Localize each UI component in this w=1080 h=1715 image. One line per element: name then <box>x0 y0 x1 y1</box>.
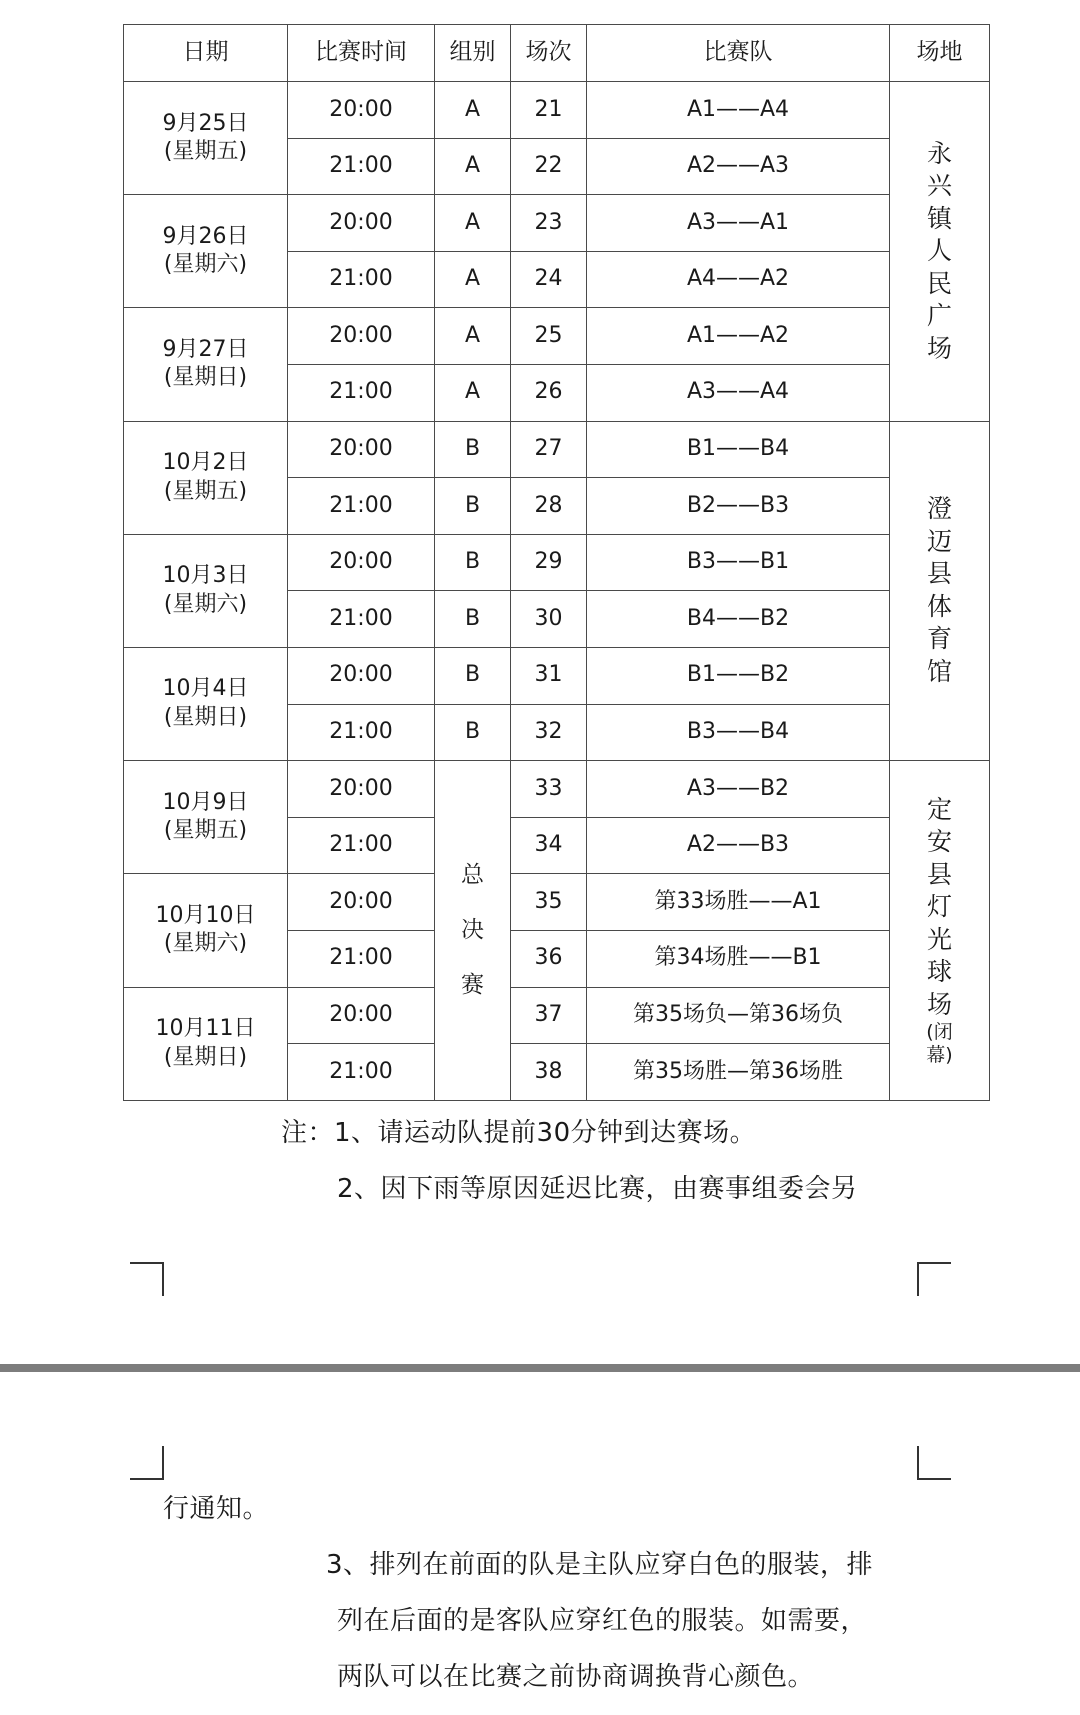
match-weekday: (星期日) <box>163 705 248 731</box>
match-number: 26 <box>511 364 587 421</box>
match-time: 21:00 <box>288 478 435 535</box>
venue-char: 迈 <box>926 526 952 556</box>
match-date: 10月3日 <box>162 563 249 589</box>
table-row <box>124 308 990 365</box>
match-number: 23 <box>511 195 587 252</box>
header-date: 日期 <box>124 25 288 82</box>
venue-char: 育 <box>926 624 952 654</box>
match-date: 10月4日 <box>162 676 249 702</box>
match-weekday: (星期日) <box>163 365 248 391</box>
match-number: 28 <box>511 478 587 535</box>
match-group: A <box>435 138 511 195</box>
table-row <box>124 421 990 478</box>
table-row <box>124 195 990 252</box>
date-cell <box>124 761 288 874</box>
venue-char: 场 <box>926 333 952 363</box>
match-group: B <box>435 647 511 704</box>
venue-char: 澄 <box>926 494 952 524</box>
match-time: 20:00 <box>288 647 435 704</box>
note-3-line-1: 3、排列在前面的队是主队应穿白色的服装，排 <box>326 1550 874 1580</box>
match-group: B <box>435 534 511 591</box>
date-cell <box>124 421 288 534</box>
date-cell <box>124 534 288 647</box>
match-time: 20:00 <box>288 195 435 252</box>
venue-char: 镇 <box>926 203 952 233</box>
venue-char: 场 <box>926 989 952 1019</box>
match-number: 24 <box>511 251 587 308</box>
match-teams: 第34场胜——B1 <box>587 930 890 987</box>
note-3-line-2: 列在后面的是客队应穿红色的服装。如需要， <box>337 1606 868 1636</box>
crop-mark-bottom-left <box>130 1446 164 1480</box>
venue-char: 定 <box>926 794 952 824</box>
header-group: 组别 <box>435 25 511 82</box>
venue-cell <box>890 82 990 422</box>
match-teams: 第35场胜—第36场胜 <box>587 1044 890 1101</box>
match-teams: A3——A1 <box>587 195 890 252</box>
venue-char: 广 <box>926 301 952 331</box>
match-teams: B3——B1 <box>587 534 890 591</box>
match-teams: B3——B4 <box>587 704 890 761</box>
match-weekday: (星期五) <box>163 818 248 844</box>
match-group: B <box>435 421 511 478</box>
venue-char: 永 <box>926 138 952 168</box>
match-teams: B1——B2 <box>587 647 890 704</box>
match-weekday: (星期六) <box>163 252 248 278</box>
match-teams: B2——B3 <box>587 478 890 535</box>
final-group-char: 赛 <box>461 972 484 998</box>
match-time: 20:00 <box>288 534 435 591</box>
match-date: 10月2日 <box>162 450 249 476</box>
table-row <box>124 647 990 704</box>
header-time: 比赛时间 <box>288 25 435 82</box>
match-time: 20:00 <box>288 82 435 139</box>
match-teams: A2——A3 <box>587 138 890 195</box>
note-2-continued: 行通知。 <box>163 1494 270 1524</box>
venue-note: 幕) <box>926 1044 953 1067</box>
match-number: 29 <box>511 534 587 591</box>
table-row <box>124 82 990 139</box>
match-group: A <box>435 251 511 308</box>
match-time: 21:00 <box>288 930 435 987</box>
date-cell <box>124 987 288 1100</box>
match-time: 20:00 <box>288 761 435 818</box>
match-teams: B4——B2 <box>587 591 890 648</box>
date-cell <box>124 82 288 195</box>
match-weekday: (星期六) <box>163 591 248 617</box>
match-time: 20:00 <box>288 421 435 478</box>
match-number: 37 <box>511 987 587 1044</box>
match-time: 21:00 <box>288 817 435 874</box>
venue-char: 民 <box>926 268 952 298</box>
match-date: 10月11日 <box>155 1016 256 1041</box>
match-group: B <box>435 704 511 761</box>
match-teams: A1——A4 <box>587 82 890 139</box>
venue-char: 体 <box>926 591 952 621</box>
table-row <box>124 874 990 931</box>
venue-char: 球 <box>926 957 952 987</box>
venue-cell <box>890 421 990 761</box>
match-weekday: (星期日) <box>163 1044 248 1070</box>
match-number: 35 <box>511 874 587 931</box>
table-header-row <box>124 25 990 82</box>
match-number: 34 <box>511 817 587 874</box>
page-break-divider <box>0 1364 1080 1372</box>
match-teams: A4——A2 <box>587 251 890 308</box>
header-match-no: 场次 <box>511 25 587 82</box>
match-date: 10月9日 <box>162 789 249 815</box>
match-group: A <box>435 195 511 252</box>
match-teams: 第35场负—第36场负 <box>587 987 890 1044</box>
match-teams: 第33场胜——A1 <box>587 874 890 931</box>
match-weekday: (星期六) <box>163 931 248 957</box>
match-group: A <box>435 308 511 365</box>
venue-char: 县 <box>926 859 952 889</box>
match-teams: A1——A2 <box>587 308 890 365</box>
match-number: 22 <box>511 138 587 195</box>
match-teams: A3——B2 <box>587 761 890 818</box>
match-date: 9月25日 <box>162 110 249 136</box>
venue-char: 兴 <box>926 171 952 201</box>
match-group: B <box>435 591 511 648</box>
match-time: 21:00 <box>288 591 435 648</box>
match-teams: A3——A4 <box>587 364 890 421</box>
venue-char: 光 <box>926 924 952 954</box>
match-number: 36 <box>511 930 587 987</box>
venue-cell <box>890 761 990 1101</box>
match-time: 20:00 <box>288 308 435 365</box>
date-cell <box>124 195 288 308</box>
header-teams: 比赛队 <box>587 25 890 82</box>
note-1: 注：1、请运动队提前30分钟到达赛场。 <box>281 1118 757 1148</box>
final-group-cell <box>435 761 511 1101</box>
match-weekday: (星期五) <box>163 139 248 165</box>
note-3-line-3: 两队可以在比赛之前协商调换背心颜色。 <box>337 1662 815 1692</box>
match-number: 38 <box>511 1044 587 1101</box>
match-time: 20:00 <box>288 987 435 1044</box>
match-number: 21 <box>511 82 587 139</box>
header-venue: 场地 <box>890 25 990 82</box>
crop-mark-top-left <box>130 1262 164 1296</box>
match-teams: A2——B3 <box>587 817 890 874</box>
match-time: 21:00 <box>288 138 435 195</box>
match-date: 9月26日 <box>162 223 249 249</box>
match-number: 32 <box>511 704 587 761</box>
venue-char: 馆 <box>926 656 952 686</box>
note-2: 2、因下雨等原因延迟比赛，由赛事组委会另 <box>337 1174 858 1204</box>
date-cell <box>124 647 288 760</box>
match-group: A <box>435 82 511 139</box>
table-row <box>124 761 990 818</box>
match-weekday: (星期五) <box>163 478 248 504</box>
crop-mark-top-right <box>917 1262 951 1296</box>
table-row <box>124 534 990 591</box>
venue-note: (闭 <box>926 1021 953 1044</box>
final-group-char: 决 <box>461 916 484 943</box>
match-date: 10月10日 <box>155 902 256 928</box>
venue-char: 安 <box>926 827 952 857</box>
table-row <box>124 987 990 1044</box>
date-cell <box>124 874 288 987</box>
match-schedule-table <box>123 24 990 1101</box>
venue-char: 人 <box>926 236 952 266</box>
match-time: 21:00 <box>288 1044 435 1101</box>
match-time: 21:00 <box>288 364 435 421</box>
venue-char: 县 <box>926 559 952 589</box>
match-teams: B1——B4 <box>587 421 890 478</box>
crop-mark-bottom-right <box>917 1446 951 1480</box>
venue-char: 灯 <box>926 892 952 922</box>
match-group: B <box>435 478 511 535</box>
match-time: 21:00 <box>288 251 435 308</box>
match-number: 31 <box>511 647 587 704</box>
final-group-char: 总 <box>461 861 484 888</box>
match-time: 20:00 <box>288 874 435 931</box>
match-number: 27 <box>511 421 587 478</box>
date-cell <box>124 308 288 421</box>
match-number: 25 <box>511 308 587 365</box>
match-number: 33 <box>511 761 587 818</box>
match-date: 9月27日 <box>162 336 249 362</box>
match-number: 30 <box>511 591 587 648</box>
match-time: 21:00 <box>288 704 435 761</box>
match-group: A <box>435 364 511 421</box>
